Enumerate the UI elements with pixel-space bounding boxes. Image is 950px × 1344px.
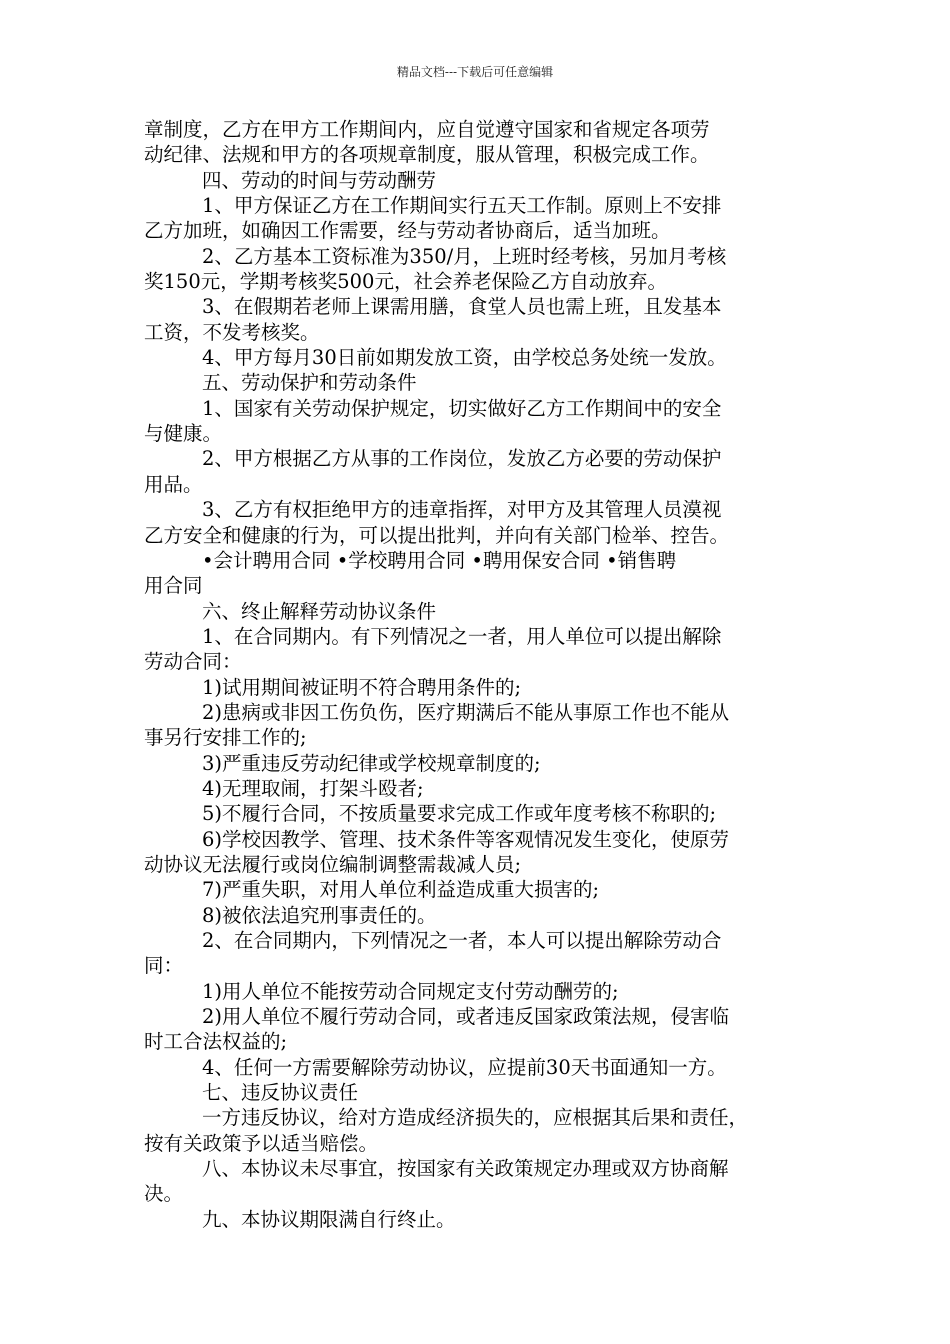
- text-line: 事另行安排工作的;: [144, 726, 307, 750]
- page-header: 精品文档---下载后可任意编辑: [396, 65, 554, 79]
- text-line: 6)学校因教学、管理、技术条件等客观情况发生变化，使原劳: [202, 827, 730, 851]
- document-body: [144, 117, 824, 1232]
- text-line: 1)试用期间被证明不符合聘用条件的;: [202, 675, 522, 699]
- text-line: 四、劳动的时间与劳动酬劳: [202, 168, 437, 192]
- text-line: 九、本协议期限满自行终止。: [202, 1207, 456, 1231]
- text-line: 一方违反协议，给对方造成经济损失的，应根据其后果和责任，: [202, 1106, 749, 1130]
- text-line: 1)用人单位不能按劳动合同规定支付劳动酬劳的;: [202, 979, 619, 1003]
- text-line: 1、国家有关劳动保护规定，切实做好乙方工作期间中的安全: [202, 396, 722, 420]
- text-line: 按有关政策予以适当赔偿。: [144, 1131, 379, 1155]
- text-line: 工资，不发考核奖。: [144, 320, 320, 344]
- text-line: 奖150元，学期考核奖500元，社会养老保险乙方自动放弃。: [144, 270, 667, 294]
- text-line: 8)被依法追究刑事责任的。: [202, 903, 437, 927]
- text-line: 2、甲方根据乙方从事的工作岗位，发放乙方必要的劳动保护: [202, 447, 722, 471]
- text-line: 2、在合同期内，下列情况之一者，本人可以提出解除劳动合: [202, 929, 722, 952]
- text-line: 4)无理取闹，打架斗殴者;: [202, 776, 424, 800]
- text-line: 2、乙方基本工资标准为350/月，上班时经考核，另加月考核: [202, 244, 727, 268]
- text-line: 与健康。: [144, 422, 223, 446]
- text-line: 用合同: [144, 574, 203, 598]
- text-line: 动协议无法履行或岗位编制调整需裁减人员;: [144, 852, 522, 876]
- text-line: 3)严重违反劳动纪律或学校规章制度的;: [202, 751, 541, 775]
- text-line: 五、劳动保护和劳动条件: [202, 371, 417, 395]
- text-line: •会计聘用合同 •学校聘用合同 •聘用保安合同 •销售聘: [202, 548, 677, 572]
- text-line: 1、甲方保证乙方在工作期间实行五天工作制。原则上不安排: [202, 194, 722, 218]
- text-line: 用品。: [144, 472, 203, 496]
- text-line: 1、在合同期内。有下列情况之一者，用人单位可以提出解除: [202, 624, 722, 648]
- text-line: 4、甲方每月30日前如期发放工资，由学校总务处统一发放。: [202, 346, 727, 370]
- text-line: 决。: [144, 1182, 184, 1206]
- text-line: 3、乙方有权拒绝甲方的违章指挥，对甲方及其管理人员漠视: [202, 498, 722, 522]
- text-line: 时工合法权益的;: [144, 1030, 288, 1054]
- text-line: 动纪律、法规和甲方的各项规章制度，服从管理，积极完成工作。: [144, 143, 710, 167]
- text-line: 5)不履行合同，不按质量要求完成工作或年度考核不称职的;: [202, 802, 717, 826]
- text-line: 劳动合同：: [144, 650, 242, 674]
- text-line: 2)用人单位不履行劳动合同，或者违反国家政策法规，侵害临: [202, 1005, 730, 1029]
- text-line: 六、终止解释劳动协议条件: [202, 599, 437, 623]
- text-line: 7)严重失职，对用人单位利益造成重大损害的;: [202, 878, 600, 902]
- text-line: 乙方加班，如确因工作需要，经与劳动者协商后，适当加班。: [144, 219, 671, 243]
- text-line: 八、本协议未尽事宜，按国家有关政策规定办理或双方协商解: [202, 1157, 729, 1181]
- text-line: 4、任何一方需要解除劳动协议，应提前30天书面通知一方。: [202, 1055, 727, 1079]
- text-line: 2)患病或非因工伤负伤，医疗期满后不能从事原工作也不能从: [202, 700, 730, 724]
- text-line: 乙方安全和健康的行为，可以提出批判，并向有关部门检举、控告。: [144, 523, 730, 547]
- text-line: 七、违反协议责任: [202, 1081, 359, 1105]
- text-line: 3、在假期若老师上课需用膳，食堂人员也需上班，且发基本: [202, 295, 722, 319]
- text-line: 章制度，乙方在甲方工作期间内，应自觉遵守国家和省规定各项劳: [144, 118, 710, 141]
- text-line: 同：: [144, 954, 184, 978]
